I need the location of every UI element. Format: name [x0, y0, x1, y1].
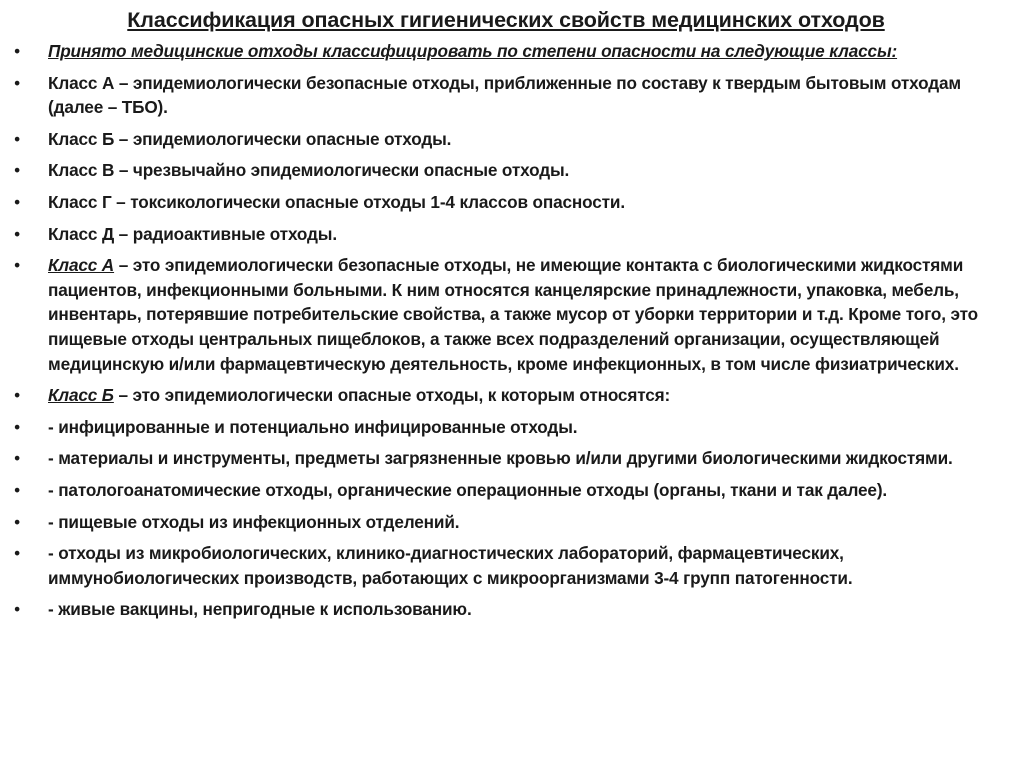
item-text: Класс Г – токсикологически опасные отходы 1-4 классов опасности. [48, 191, 625, 212]
item-text: - пищевые отходы из инфекционных отделений. [48, 511, 460, 532]
list-item [10, 222, 1002, 247]
item-text: - живые вакцины, непригодные к использованию. [48, 599, 472, 620]
item-text: Класс Б – эпидемиологически опасные отходы. [48, 128, 452, 149]
bullet-icon: • [14, 416, 20, 437]
item-lead: Класс Б [48, 385, 114, 406]
item-text: Класс А – эпидемиологически безопасные отходы, приближенные по составу к твердым бытовым отходам (далее – ТБО). [48, 72, 961, 118]
list-item [10, 510, 1002, 535]
list-item [10, 190, 1002, 215]
list-item [10, 446, 1002, 471]
list-item [10, 39, 1002, 64]
item-text: - отходы из микробиологических, клинико-диагностических лабораторий, фармацевтических, иммунобиологических производств, работающих с микроорганизмами 3-4 групп патогенности. [48, 543, 853, 588]
list-item [10, 158, 1002, 183]
bullet-list [10, 39, 1002, 622]
bullet-icon: • [14, 191, 20, 212]
bullet-icon: • [14, 41, 20, 61]
list-item [10, 597, 1002, 622]
bullet-icon: • [14, 223, 20, 244]
bullet-icon: • [14, 543, 20, 564]
slide-title: Классификация опасных гигиенических свойств медицинских отходов [127, 8, 885, 32]
item-lead: Класс А [48, 255, 115, 276]
bullet-icon: • [14, 511, 20, 532]
list-item [10, 415, 1002, 440]
list-item [10, 383, 1002, 408]
list-item [10, 541, 1002, 590]
list-item [10, 71, 1002, 120]
item-text: - патологоанатомические отходы, органические операционные отходы (органы, ткани и так далее). [48, 479, 888, 500]
item-text: – это эпидемиологически опасные отходы, к которым относятся: [113, 385, 671, 406]
bullet-icon: • [14, 479, 20, 500]
bullet-icon: • [14, 128, 20, 149]
item-text: - инфицированные и потенциально инфицированные отходы. [48, 416, 578, 437]
list-item [10, 127, 1002, 152]
item-text: – это эпидемиологически безопасные отходы, не имеющие контакта с биологическими жидкостями пациентов, инфекционными больными. К ним относятся канцелярские принадлежности, упаковка, мебель, инвентарь, потерявшие потребительские свойства, а также мусор от уборки территории и т.д. Кроме того, это пищевые отходы центральных пищеблоков, а также всех подразделений организации, осуществляющей медицинскую и/или фармацевтическую деятельность, кроме инфекционных, в том числе физиатрических. [48, 255, 978, 374]
bullet-icon: • [14, 448, 20, 469]
list-item [10, 478, 1002, 503]
bullet-icon: • [14, 160, 20, 181]
item-lead: Принято медицинские отходы классифицировать по степени опасности на следующие классы: [48, 41, 898, 61]
item-text: - материалы и инструменты, предметы загрязненные кровью и/или другими биологическими жидкостями. [48, 448, 953, 469]
item-text: Класс Д – радиоактивные отходы. [48, 223, 337, 244]
bullet-icon: • [14, 385, 20, 406]
bullet-icon: • [14, 72, 20, 93]
bullet-icon: • [14, 599, 20, 620]
list-item [10, 253, 1002, 376]
item-text: Класс В – чрезвычайно эпидемиологически опасные отходы. [48, 160, 570, 181]
bullet-icon: • [14, 255, 20, 276]
